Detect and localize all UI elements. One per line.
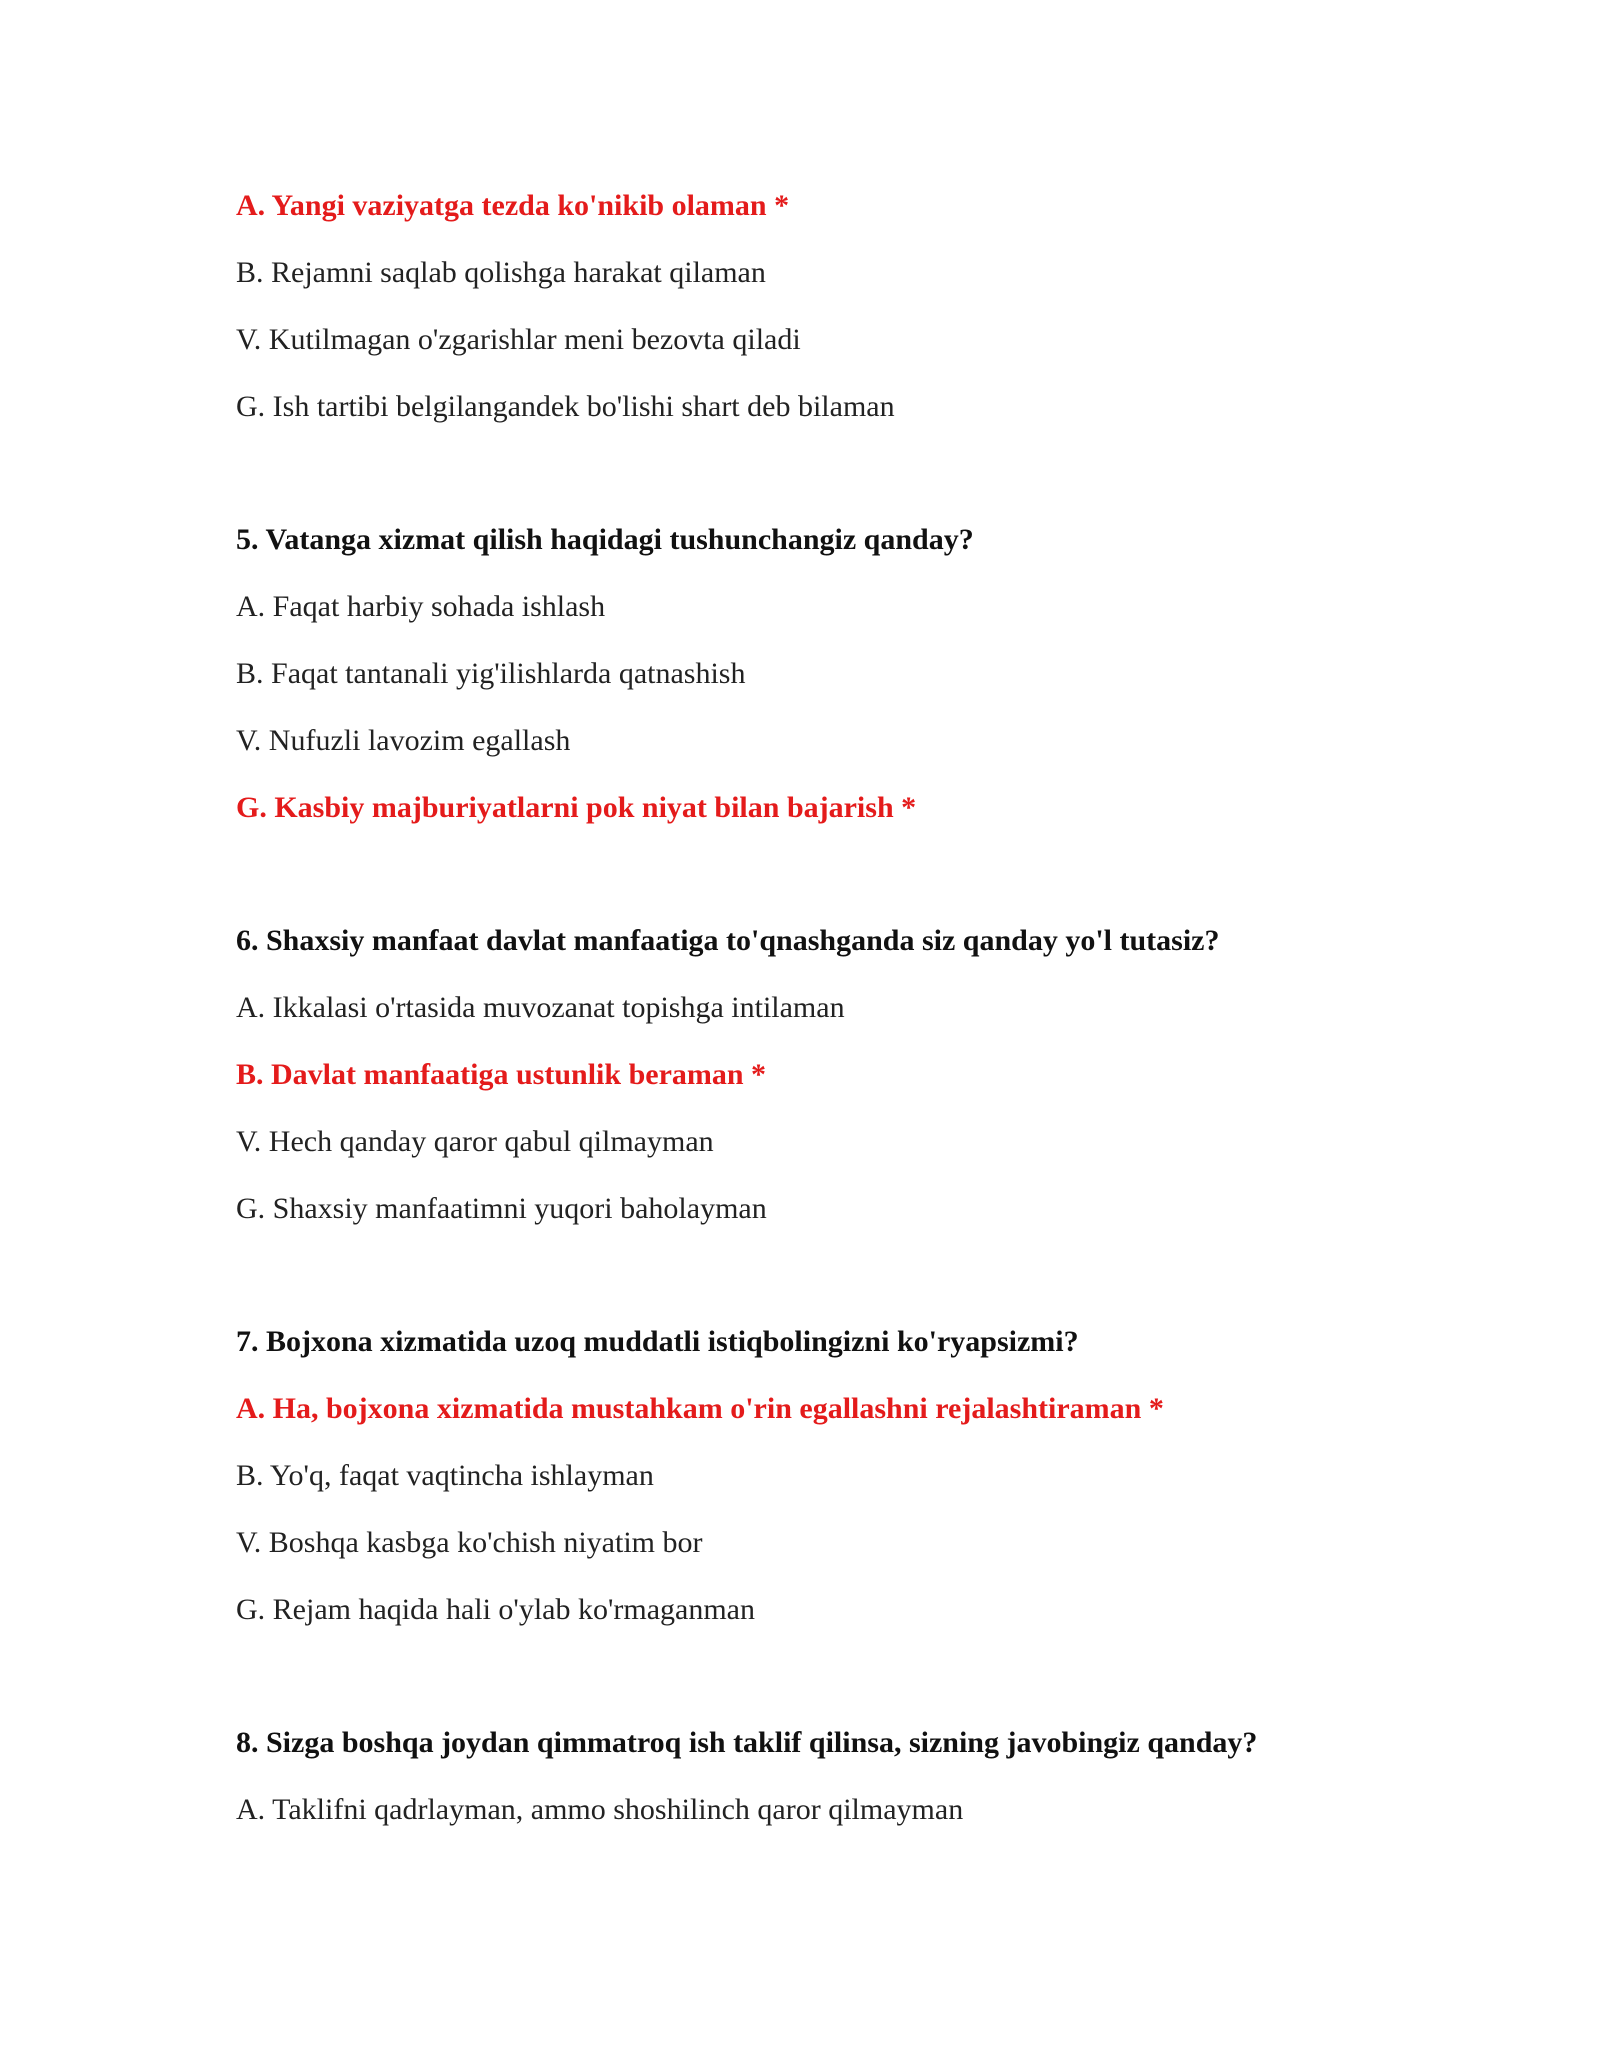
answer-option: V. Boshqa kasbga ko'chish niyatim bor	[236, 1526, 703, 1559]
question-title: 8. Sizga boshqa joydan qimmatroq ish taklif qilinsa, sizning javobingiz qanday?	[236, 1726, 1258, 1759]
answer-option-correct: G. Kasbiy majburiyatlarni pok niyat bilan bajarish *	[236, 791, 917, 824]
answer-option: G. Rejam haqida hali o'ylab ko'rmaganman	[236, 1593, 755, 1626]
answer-option: A. Ikkalasi o'rtasida muvozanat topishga intilaman	[236, 991, 845, 1024]
question-title: 5. Vatanga xizmat qilish haqidagi tushunchangiz qanday?	[236, 523, 974, 556]
answer-option: A. Faqat harbiy sohada ishlash	[236, 590, 606, 623]
answer-option: A. Taklifni qadrlayman, ammo shoshilinch qaror qilmayman	[236, 1793, 964, 1826]
answer-option: V. Nufuzli lavozim egallash	[236, 724, 571, 757]
answer-option: V. Kutilmagan o'zgarishlar meni bezovta qiladi	[236, 323, 801, 356]
answer-option: V. Hech qanday qaror qabul qilmayman	[236, 1125, 714, 1158]
answer-option-correct: B. Davlat manfaatiga ustunlik beraman *	[236, 1058, 767, 1091]
answer-option: G. Shaxsiy manfaatimni yuqori baholayman	[236, 1192, 767, 1225]
answer-option-correct: A. Yangi vaziyatga tezda ko'nikib olaman *	[236, 189, 790, 222]
answer-option: G. Ish tartibi belgilangandek bo'lishi shart deb bilaman	[236, 390, 895, 423]
question-title: 6. Shaxsiy manfaat davlat manfaatiga to'qnashganda siz qanday yo'l tutasiz?	[236, 924, 1220, 957]
answer-option: B. Rejamni saqlab qolishga harakat qilaman	[236, 256, 766, 289]
question-title: 7. Bojxona xizmatida uzoq muddatli istiqbolingizni ko'ryapsizmi?	[236, 1325, 1079, 1358]
answer-option-correct: A. Ha, bojxona xizmatida mustahkam o'rin egallashni rejalashtiraman *	[236, 1392, 1164, 1425]
answer-option: B. Yo'q, faqat vaqtincha ishlayman	[236, 1459, 654, 1492]
answer-option: B. Faqat tantanali yig'ilishlarda qatnashish	[236, 657, 746, 690]
